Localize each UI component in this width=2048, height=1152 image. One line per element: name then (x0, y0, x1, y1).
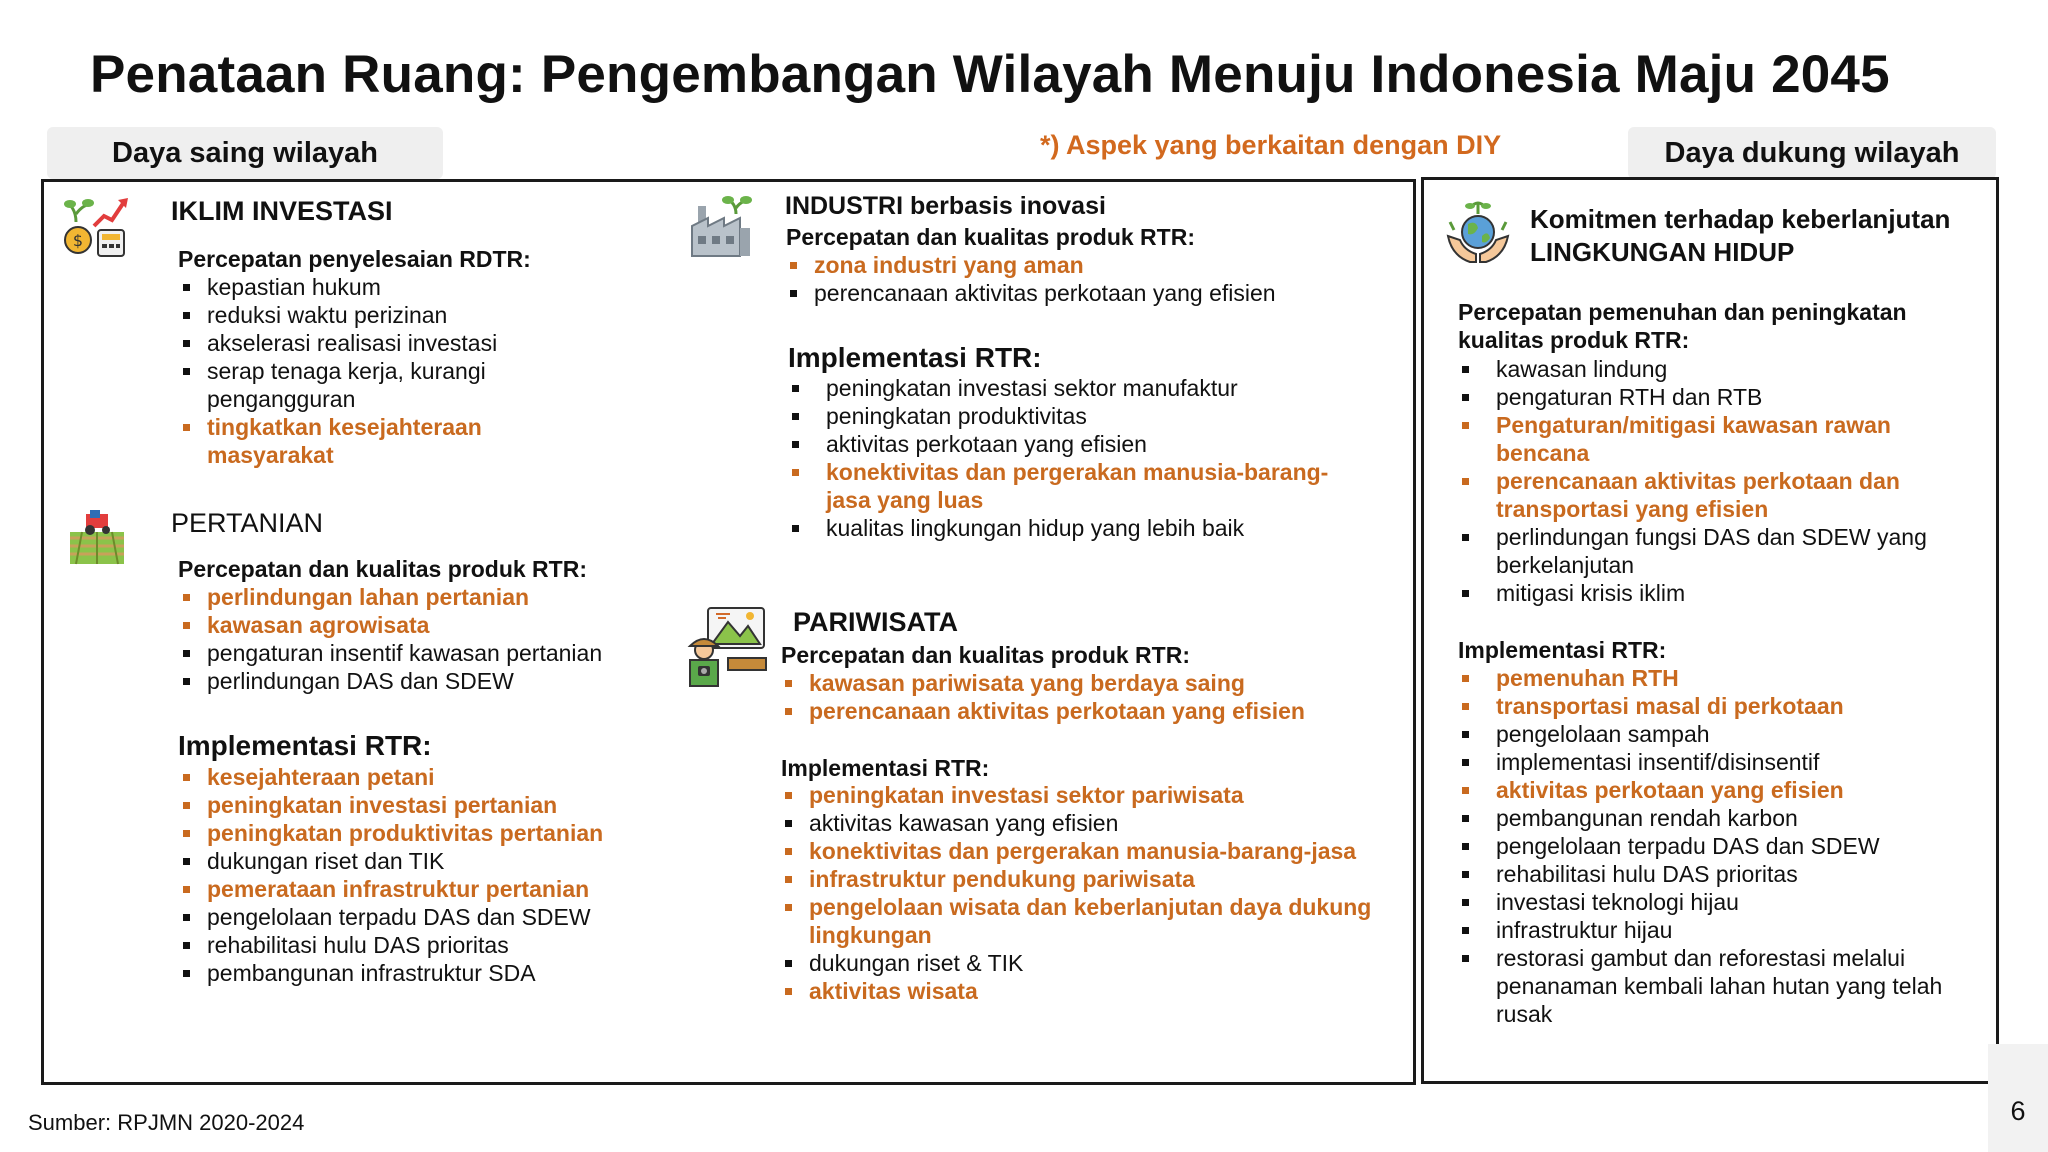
list-item: perlindungan DAS dan SDEW (179, 667, 639, 695)
list-item: kepastian hukum (179, 273, 519, 301)
iklim-sub: Percepatan penyelesaian RDTR: (178, 246, 531, 272)
list-item: pengelolaan terpadu DAS dan SDEW (179, 903, 639, 931)
tourism-icon (684, 604, 770, 688)
list-item: zona industri yang aman (786, 251, 1346, 279)
lingkungan-heading2: LINGKUNGAN HIDUP (1530, 237, 1795, 267)
list-item: dukungan riset & TIK (781, 949, 1401, 977)
list-item: perlindungan lahan pertanian (179, 583, 639, 611)
iklim-list (179, 273, 519, 469)
list-item: aktivitas perkotaan yang efisien (1458, 776, 1978, 804)
list-item: konektivitas dan pergerakan manusia-barang-jasa yang luas (788, 458, 1348, 514)
pariwisata-heading: PARIWISATA (793, 607, 958, 637)
list-item: perencanaan aktivitas perkotaan dan transportasi yang efisien (1458, 467, 1978, 523)
list-item: kesejahteraan petani (179, 763, 639, 791)
list-item: kawasan agrowisata (179, 611, 639, 639)
list-item: peningkatan produktivitas (788, 402, 1348, 430)
list-item: perencanaan aktivitas perkotaan yang efisien (786, 279, 1346, 307)
list-item: pengelolaan terpadu DAS dan SDEW (1458, 832, 1978, 860)
industri-sub2: Implementasi RTR: (788, 342, 1042, 373)
list-item: pembangunan rendah karbon (1458, 804, 1978, 832)
list-item: restorasi gambut dan reforestasi melalui penanaman kembali lahan hutan yang telah rusak (1458, 944, 1978, 1028)
page-title: Penataan Ruang: Pengembangan Wilayah Menuju Indonesia Maju 2045 (90, 45, 1890, 104)
list-item: infrastruktur pendukung pariwisata (781, 865, 1401, 893)
pariwisata-sub1: Percepatan dan kualitas produk RTR: (781, 642, 1190, 668)
tab-daya-saing: Daya saing wilayah (47, 127, 443, 179)
list-item: aktivitas wisata (781, 977, 1401, 1005)
lingkungan-sub2: Implementasi RTR: (1458, 637, 1667, 663)
list-item: akselerasi realisasi investasi (179, 329, 519, 357)
list-item: aktivitas kawasan yang efisien (781, 809, 1401, 837)
pertanian-heading: PERTANIAN (171, 508, 324, 538)
list-item: pemerataan infrastruktur pertanian (179, 875, 639, 903)
list-item: dukungan riset dan TIK (179, 847, 639, 875)
farm-tractor-icon (68, 508, 126, 566)
list-item: reduksi waktu perizinan (179, 301, 519, 329)
list-item: peningkatan investasi sektor manufaktur (788, 374, 1348, 402)
list-item: perlindungan fungsi DAS dan SDEW yang berkelanjutan (1458, 523, 1978, 579)
list-item: pembangunan infrastruktur SDA (179, 959, 639, 987)
lingkungan-list1 (1458, 355, 1978, 607)
iklim-investasi-heading: IKLIM INVESTASI (171, 196, 393, 226)
list-item: rehabilitasi hulu DAS prioritas (179, 931, 639, 959)
list-item: pengaturan RTH dan RTB (1458, 383, 1978, 411)
source-note: Sumber: RPJMN 2020-2024 (28, 1110, 305, 1135)
list-item: implementasi insentif/disinsentif (1458, 748, 1978, 776)
list-item: aktivitas perkotaan yang efisien (788, 430, 1348, 458)
pariwisata-list2 (781, 781, 1401, 1005)
list-item: kualitas lingkungan hidup yang lebih baik (788, 514, 1348, 542)
industri-list1 (786, 251, 1346, 307)
pertanian-list2 (179, 763, 639, 987)
list-item: kawasan pariwisata yang berdaya saing (781, 669, 1381, 697)
pertanian-list1 (179, 583, 639, 695)
list-item: mitigasi krisis iklim (1458, 579, 1978, 607)
page-number: 6 (1988, 1044, 2048, 1152)
factory-icon (690, 192, 752, 258)
list-item: pengelolaan wisata dan keberlanjutan daya dukung lingkungan (781, 893, 1401, 949)
pariwisata-list1 (781, 669, 1381, 725)
list-item: tingkatkan kesejahteraan masyarakat (179, 413, 519, 469)
list-item: rehabilitasi hulu DAS prioritas (1458, 860, 1978, 888)
pertanian-sub2: Implementasi RTR: (178, 730, 432, 761)
list-item: peningkatan investasi pertanian (179, 791, 639, 819)
list-item: konektivitas dan pergerakan manusia-barang-jasa (781, 837, 1401, 865)
diy-note: *) Aspek yang berkaitan dengan DIY (1040, 130, 1502, 160)
industri-heading: INDUSTRI berbasis inovasi (785, 192, 1106, 220)
environment-globe-icon (1446, 200, 1510, 268)
list-item: serap tenaga kerja, kurangi pengangguran (179, 357, 519, 413)
list-item: Pengaturan/mitigasi kawasan rawan bencana (1458, 411, 1978, 467)
list-item: infrastruktur hijau (1458, 916, 1978, 944)
svg-text:$: $ (72, 231, 84, 250)
pariwisata-sub2: Implementasi RTR: (781, 755, 990, 781)
industri-sub1: Percepatan dan kualitas produk RTR: (786, 224, 1195, 250)
list-item: pengaturan insentif kawasan pertanian (179, 639, 639, 667)
tab-daya-dukung: Daya dukung wilayah (1628, 127, 1996, 179)
lingkungan-sub1: Percepatan pemenuhan dan peningkatan kualitas produk RTR: (1458, 299, 1907, 353)
list-item: transportasi masal di perkotaan (1458, 692, 1978, 720)
pertanian-sub1: Percepatan dan kualitas produk RTR: (178, 556, 587, 582)
list-item: pengelolaan sampah (1458, 720, 1978, 748)
list-item: peningkatan investasi sektor pariwisata (781, 781, 1401, 809)
investment-growth-icon (62, 192, 130, 258)
list-item: peningkatan produktivitas pertanian (179, 819, 639, 847)
list-item: pemenuhan RTH (1458, 664, 1978, 692)
industri-list2 (788, 374, 1348, 542)
list-item: kawasan lindung (1458, 355, 1978, 383)
list-item: perencanaan aktivitas perkotaan yang efisien (781, 697, 1381, 725)
lingkungan-heading1: Komitmen terhadap keberlanjutan (1530, 204, 1951, 234)
list-item: investasi teknologi hijau (1458, 888, 1978, 916)
lingkungan-list2 (1458, 664, 1978, 1028)
